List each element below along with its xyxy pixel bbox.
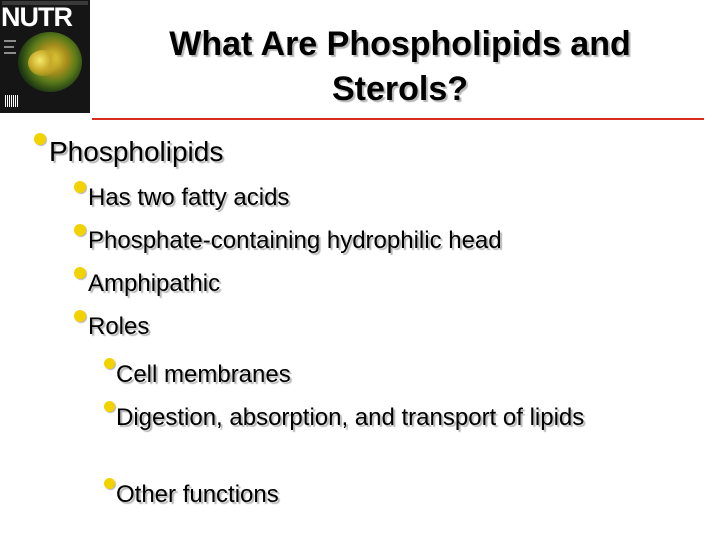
bullet-dot-icon — [74, 181, 86, 193]
bullet-dot-icon — [74, 310, 86, 322]
bullet-dot-icon — [74, 224, 86, 236]
bullet-dot-icon — [74, 267, 86, 279]
bullet-fatty-acids — [74, 183, 289, 213]
bullet-text: Cell membranes — [116, 361, 291, 388]
bullet-text: Roles — [88, 313, 150, 340]
bullet-text: Phospholipids — [49, 136, 224, 167]
bullet-other-functions — [104, 480, 636, 510]
bullet-hydrophilic-head — [74, 226, 502, 256]
bullet-digestion — [104, 403, 636, 433]
bullet-cell-membranes — [104, 360, 636, 390]
bullet-amphipathic — [74, 269, 220, 299]
bullet-dot-icon — [104, 478, 115, 489]
bullet-roles — [74, 312, 149, 342]
bullet-text: Other functions — [116, 481, 279, 508]
bullet-phospholipids — [34, 135, 223, 169]
cover-title: NUTR — [1, 2, 72, 32]
bullet-text: Amphipathic — [88, 270, 221, 297]
bullet-dot-icon — [104, 358, 115, 369]
bullet-text: Has two fatty acids — [88, 184, 290, 211]
bullet-text: Digestion, absorption, and transport of lipids — [116, 404, 585, 431]
bullet-dot-icon — [104, 401, 115, 412]
slide-title: What Are Phospholipids and Sterols? — [169, 25, 631, 108]
bullet-dot-icon — [34, 133, 46, 145]
bullet-text: Phosphate-containing hydrophilic head — [88, 227, 502, 254]
